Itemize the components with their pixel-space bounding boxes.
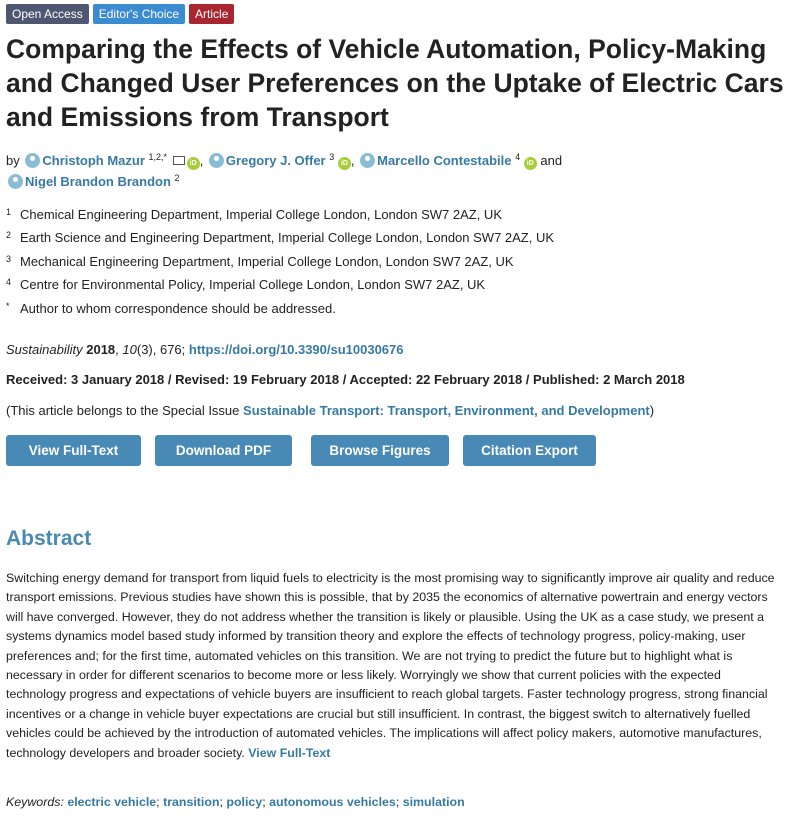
citation-volume: 10 <box>122 342 137 357</box>
publication-dates: Received: 3 January 2018 / Revised: 19 February 2018 / Accepted: 22 February 2018 / Published: 2 March 2018 <box>6 372 685 387</box>
author-name[interactable]: Marcello Contestabile <box>377 153 512 168</box>
author-affiliation: 1,2,* <box>148 152 168 162</box>
author-affiliation: 2 <box>174 173 180 183</box>
affiliation-number: 2 <box>6 230 12 241</box>
special-issue-suffix: ) <box>649 403 655 418</box>
editors-choice-badge[interactable]: Editor's Choice <box>93 4 185 24</box>
envelope-icon[interactable] <box>173 156 185 165</box>
citation-issue-pages: (3), 676; <box>136 342 186 357</box>
keywords-label: Keywords: <box>6 795 64 809</box>
doi-link[interactable]: https://doi.org/10.3390/su10030676 <box>188 342 404 357</box>
special-issue-link[interactable]: Sustainable Transport: Transport, Environment, and Development <box>243 403 650 418</box>
and-label: and <box>540 153 563 168</box>
affiliation-item <box>6 206 786 229</box>
author-affiliation: 4 <box>515 152 521 162</box>
citation-export-button[interactable]: Citation Export <box>463 435 596 466</box>
orcid-icon[interactable]: iD <box>524 157 537 170</box>
orcid-icon[interactable]: iD <box>187 157 200 170</box>
download-pdf-button[interactable]: Download PDF <box>155 435 292 466</box>
author-list: by Christoph Mazur $^{1,2,*}$ iD , Gregory J. Offer $^3$ iD , Marcello Contestabile $^4$ iD and Nigel Brandon Brandon $^2$ <box>6 152 563 189</box>
author-name[interactable]: Gregory J. Offer <box>225 153 326 168</box>
orcid-icon[interactable]: iD <box>338 157 351 170</box>
affiliation-item <box>6 253 786 276</box>
author-avatar-icon <box>8 174 23 189</box>
author-avatar-icon <box>360 153 375 168</box>
author-affiliation: 3 <box>329 152 335 162</box>
abstract-heading: Abstract <box>6 527 92 550</box>
affiliation-text: Mechanical Engineering Department, Imperial College London, London SW7 2AZ, UK <box>20 253 514 269</box>
affiliation-item <box>6 300 786 323</box>
keywords-line: Keywords: electric vehicle; transition; policy; autonomous vehicles; simulation <box>6 795 465 809</box>
affiliation-list <box>6 206 786 323</box>
affiliation-item <box>6 229 786 252</box>
abstract-text: Switching energy demand for transport from liquid fuels to electricity is the most promising way to significantly improve air quality and reduce transport emissions. Previous studies have shown this is possible, that by 2035 the economics of alternative powertrain and energy vectors will have converged. However, they do not address whether the transition is likely or plausible. Using the UK as a case study, we present a systems dynamics model based study informed by transition theory and explore the effects of technology progress, policy-making, user preferences and; for the first time, automated vehicles on this transition. We are not trying to predict the future but to highlight what is necessary in order for different scenarios to become more or less likely. Worryingly we show that current policies with the expected technology progress and expectations of vehicle buyers are insufficient to reach global targets. Faster technology progress, strong financial incentives or a change in vehicle buyer expectations are crucial but still insufficient. In contrast, the biggest switch to alternatively fuelled vehicles could be achieved by the introduction of automated vehicles. The implications will affect policy makers, automotive manufactures, technology developers and broader society. <box>6 571 775 760</box>
author-avatar-icon <box>209 153 224 168</box>
keyword-link[interactable]: simulation <box>402 795 465 809</box>
keyword-link[interactable]: transition <box>163 795 220 809</box>
open-access-badge[interactable]: Open Access <box>6 4 89 24</box>
keyword-link[interactable]: autonomous vehicles <box>269 795 396 809</box>
abstract-body <box>6 569 784 763</box>
affiliation-number: 3 <box>6 253 12 264</box>
affiliation-number: 4 <box>6 277 12 288</box>
affiliation-item <box>6 276 786 299</box>
author-avatar-icon <box>25 153 40 168</box>
special-issue-line <box>6 402 654 420</box>
badge-group <box>6 4 234 24</box>
abstract-full-text-link[interactable]: View Full-Text <box>248 745 331 760</box>
keyword-link[interactable]: policy <box>226 795 263 809</box>
keyword-link[interactable]: electric vehicle <box>67 795 157 809</box>
article-title: Comparing the Effects of Vehicle Automation, Policy-Making and Changed User Preferences on the Uptake of Electric Cars and Emissions from Transport <box>6 34 784 132</box>
browse-figures-button[interactable]: Browse Figures <box>311 435 449 466</box>
citation-line: Sustainability 2018, 10(3), 676; https://doi.org/10.3390/su10030676 <box>6 342 404 357</box>
citation-year: 2018 <box>86 342 116 357</box>
affiliation-text: Centre for Environmental Policy, Imperial College London, London SW7 2AZ, UK <box>20 277 486 293</box>
author-name[interactable]: Nigel Brandon Brandon <box>25 174 171 189</box>
affiliation-text: Author to whom correspondence should be addressed. <box>20 300 336 316</box>
by-label: by <box>6 153 20 168</box>
journal-name: Sustainability <box>6 342 83 357</box>
affiliation-text: Chemical Engineering Department, Imperial College London, London SW7 2AZ, UK <box>20 207 502 222</box>
author-name[interactable]: Christoph Mazur <box>42 153 145 168</box>
affiliation-number: 1 <box>6 207 12 217</box>
special-issue-prefix: (This article belongs to the Special Issue <box>6 403 240 418</box>
affiliation-text: Earth Science and Engineering Department, Imperial College London, London SW7 2AZ, UK <box>20 230 555 246</box>
affiliation-number: * <box>6 300 10 311</box>
view-full-text-button[interactable]: View Full-Text <box>6 435 141 466</box>
article-type-badge: Article <box>189 4 234 24</box>
